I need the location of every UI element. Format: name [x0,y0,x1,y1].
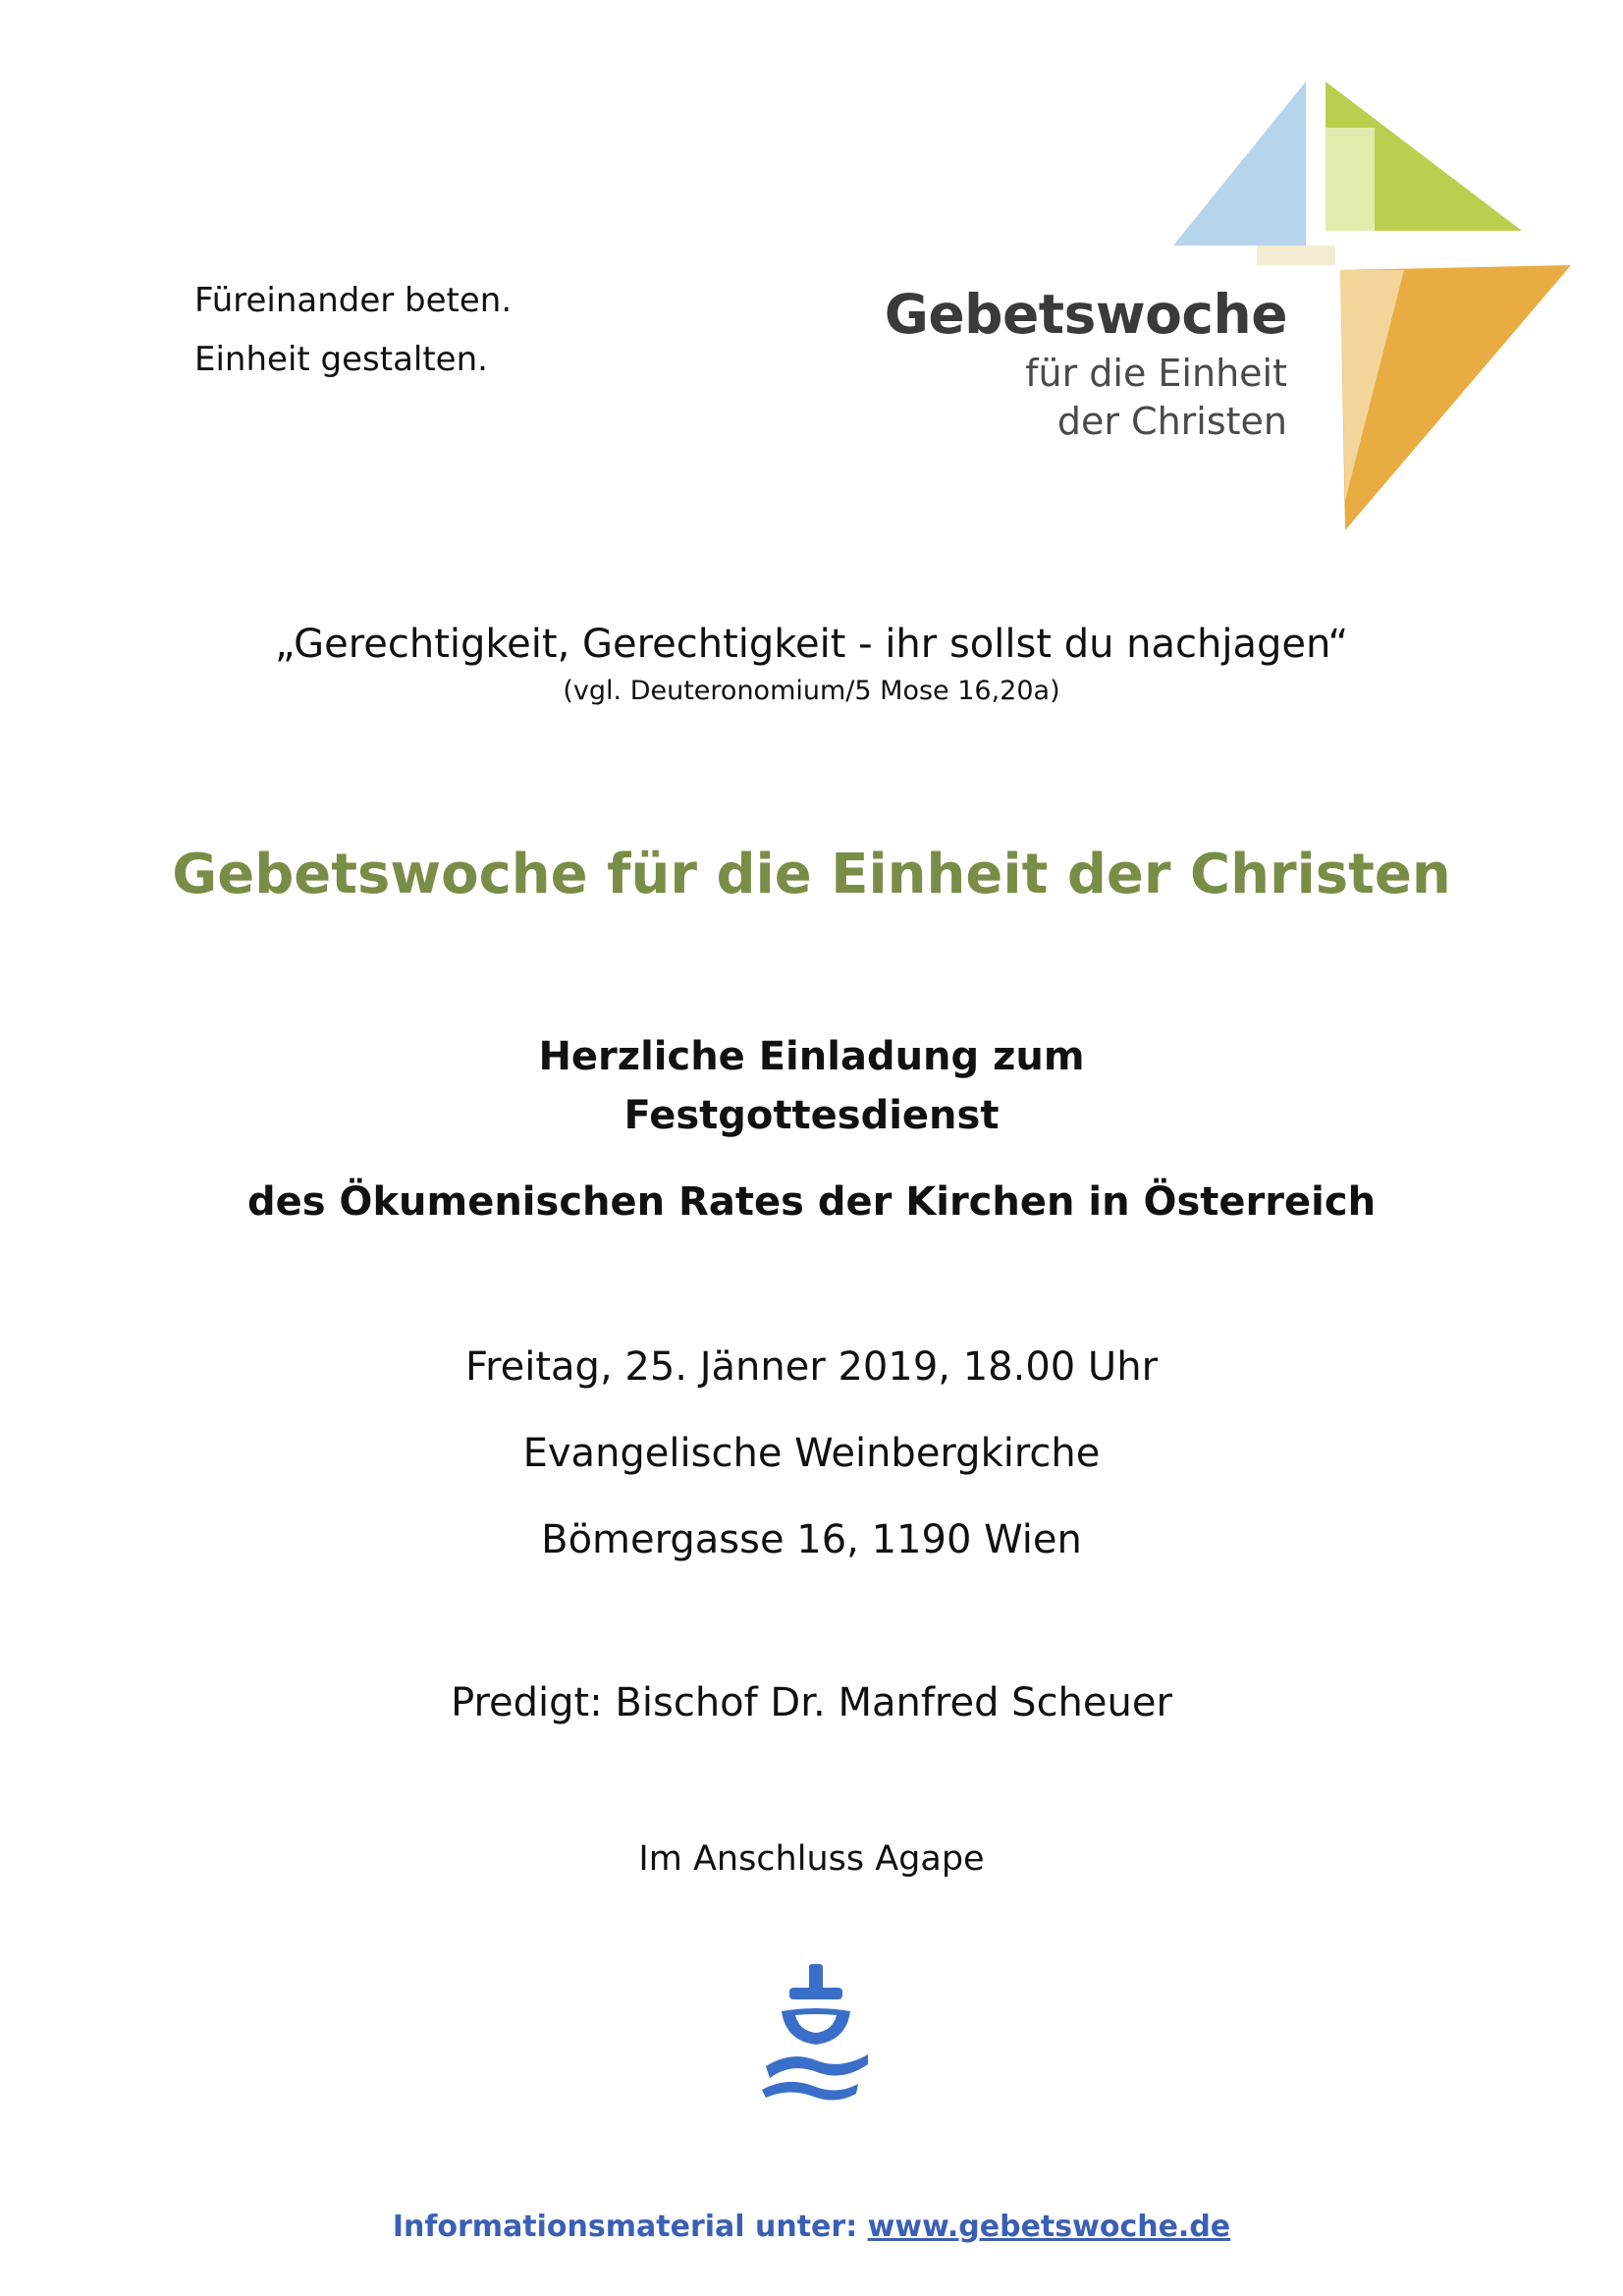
logo-subtitle-line-1: für die Einheit [1025,352,1287,395]
tagline-line-1: Füreinander beten. [194,281,513,320]
tagline [194,271,512,389]
page-headline: Gebetswoche für die Einheit der Christen [172,843,1451,906]
event-date: Freitag, 25. Jänner 2019, 18.00 Uhr [464,1344,1159,1390]
footer-label: Informationsmaterial unter: [392,2210,858,2244]
event-address: Bömergasse 16, 1190 Wien [541,1517,1082,1562]
logo-subtitle [1025,350,1287,446]
logo-subtitle-line-2: der Christen [1056,400,1287,443]
logo-title: Gebetswoche [884,283,1287,346]
event-church: Evangelische Weinbergkirche [522,1431,1101,1476]
invitation-line-3: des Ökumenischen Rates der Kirchen in Österreich [246,1179,1377,1225]
tagline-line-2: Einheit gestalten. [194,340,488,379]
ecumenical-boat-cross-icon [752,1960,880,2107]
invitation-line-2: Festgottesdienst [623,1093,1000,1138]
event-sermon: Predigt: Bischof Dr. Manfred Scheuer [451,1680,1172,1725]
motto-reference: (vgl. Deuteronomium/5 Mose 16,20a) [563,676,1060,706]
event-agape: Im Anschluss Agape [638,1839,985,1879]
motto-quote: „Gerechtigkeit, Gerechtigkeit - ihr sollst du nachjagen“ [274,622,1349,667]
footer-website-link[interactable]: www.gebetswoche.de [867,2210,1231,2244]
invitation-line-1: Herzliche Einladung zum [538,1034,1085,1079]
footer [0,2206,1623,2249]
